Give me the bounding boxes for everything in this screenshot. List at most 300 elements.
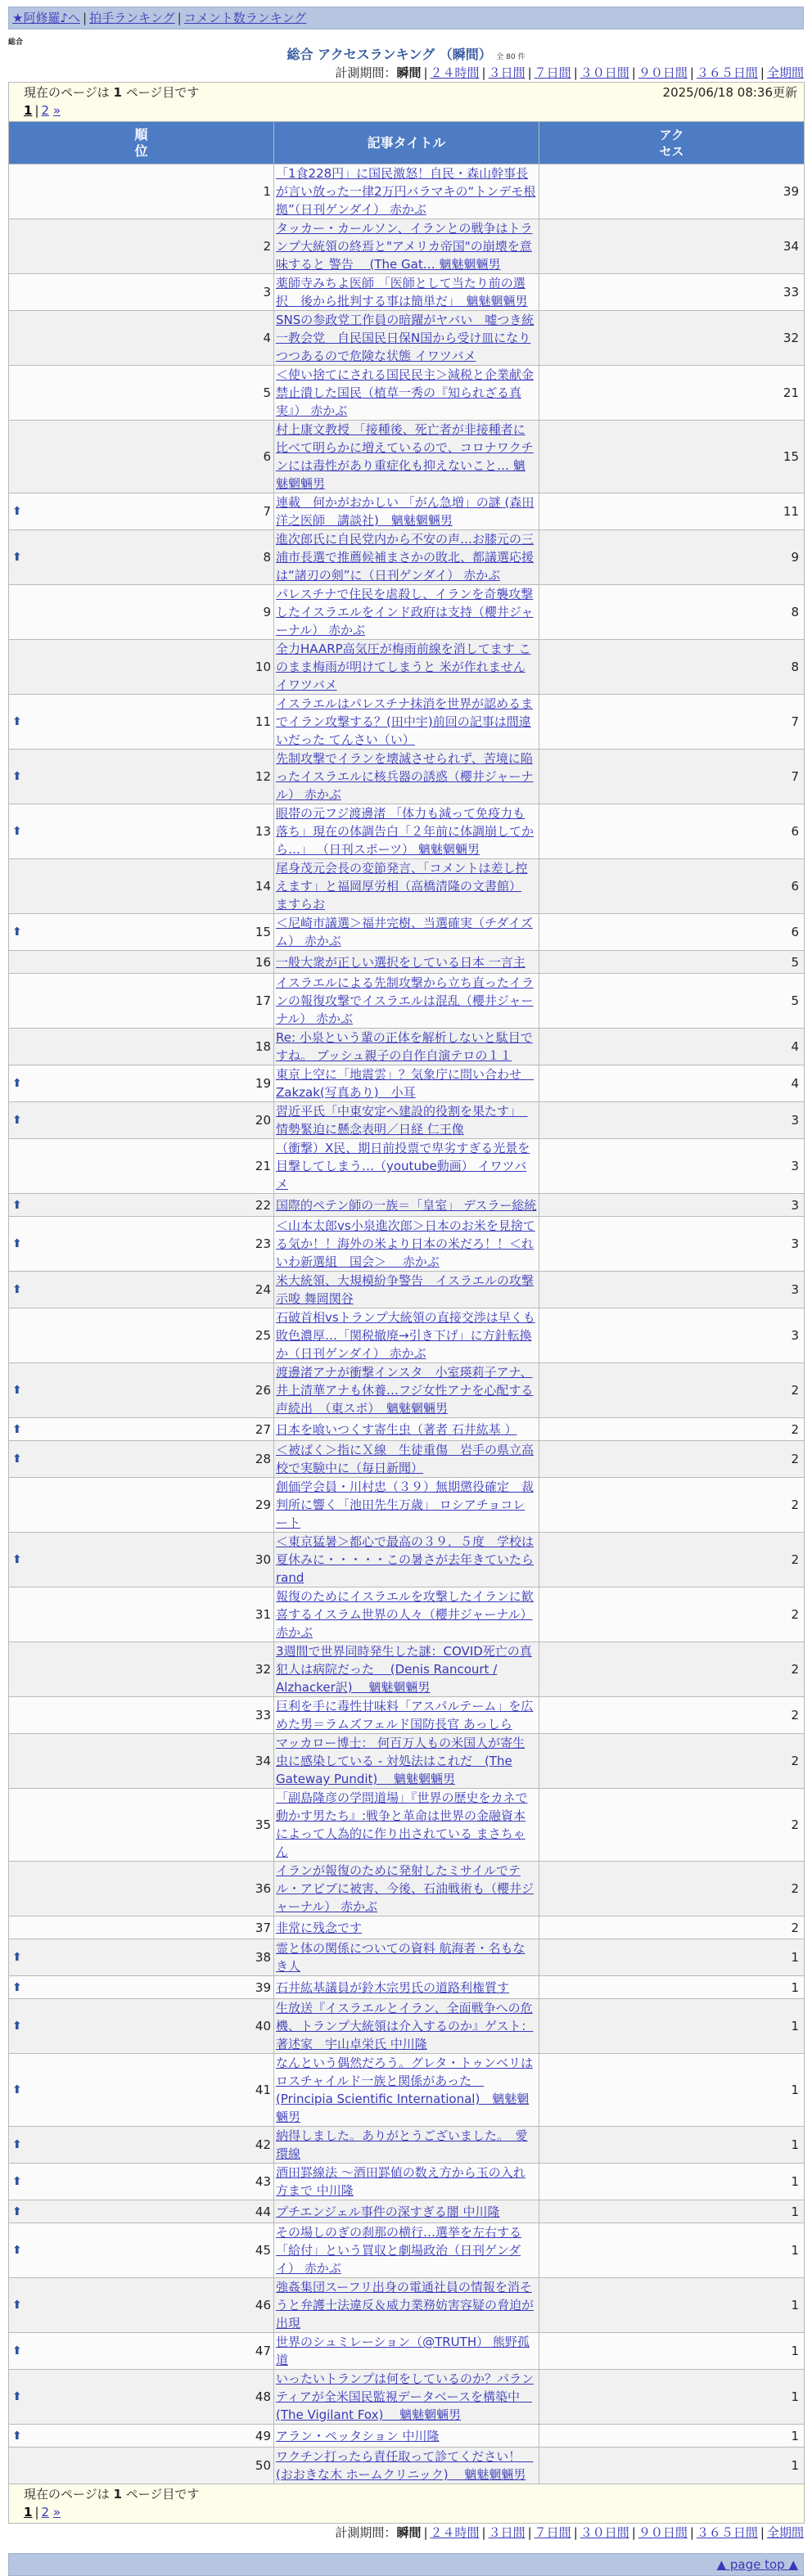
title-cell [274, 493, 539, 530]
info-bar-bottom [9, 2484, 805, 2524]
period-link-6[interactable]: ３６５日間 [696, 65, 758, 80]
article-link[interactable]: 納得しました。ありがとうございました。 愛環線 [276, 2128, 528, 2161]
title-cell [274, 1308, 539, 1363]
access-count: 39 [539, 164, 805, 219]
rank-number: 47 [255, 2344, 271, 2358]
rank-cell [9, 585, 274, 640]
rank-number: 48 [255, 2389, 271, 2404]
rank-cell [9, 974, 274, 1029]
article-link[interactable]: 非常に残念です [276, 1920, 363, 1935]
article-link[interactable]: 米大統領、大規模紛争警告 イスラエルの攻撃示唆 舞岡関谷 [276, 1273, 534, 1306]
rank-number: 30 [255, 1552, 271, 1567]
table-row [9, 2164, 805, 2200]
info-bar-top [9, 83, 805, 122]
rank-cell [9, 2200, 274, 2223]
period-label: 計測期間： [335, 65, 397, 80]
title-cell [274, 1789, 539, 1862]
rank-up-arrow-icon: ⬆ [12, 2204, 22, 2218]
table-row [9, 2200, 805, 2223]
table-row [9, 1533, 805, 1587]
rank-up-arrow-icon: ⬆ [12, 1452, 22, 1466]
rank-cell [9, 640, 274, 695]
access-count: 6 [539, 914, 805, 951]
title-cell [274, 164, 539, 219]
title-cell [274, 1862, 539, 1916]
title-cell [274, 2425, 539, 2448]
article-link[interactable]: ＜尼崎市議選＞福井完樹、当選確実（チダイズム） 赤かぶ [276, 916, 533, 948]
page-status [24, 84, 199, 101]
article-link[interactable]: イスラエルはパレスチナ抹消を世界が認めるまでイラン攻撃する？(田中宇)前回の記事は間違いだった てんさい（い） [276, 696, 534, 747]
title-cell [274, 2200, 539, 2223]
article-link[interactable]: イスラエルによる先制攻撃から立ち直ったイランの報復攻撃でイスラエルは混乱（櫻井ジャーナル） 赤かぶ [276, 975, 534, 1026]
title-cell [274, 1734, 539, 1789]
rank-up-arrow-icon: ⬆ [12, 1237, 22, 1250]
title-cell [274, 1418, 539, 1441]
title-cell [274, 695, 539, 750]
table-row [9, 1029, 805, 1065]
article-link[interactable]: Re: 小泉という輩の正体を解析しないと駄目ですね。 ブッシュ親子の自作自演テロの１１ [276, 1030, 533, 1063]
period-link-3-bottom[interactable]: ７日間 [534, 2525, 571, 2540]
rank-up-arrow-icon: ⬆ [12, 825, 22, 838]
access-count: 5 [539, 974, 805, 1029]
access-count: 1 [539, 2200, 805, 2223]
access-count: 1 [539, 2448, 805, 2484]
title-cell [274, 421, 539, 493]
title-cell [274, 1441, 539, 1478]
access-count: 2 [539, 1533, 805, 1587]
page-status-num: 1 [113, 85, 122, 100]
table-row [9, 493, 805, 530]
rank-number: 50 [255, 2458, 271, 2473]
rank-number: 22 [255, 1197, 271, 1213]
article-link[interactable]: 全力HAARP高気圧が梅雨前線を消してます このまま梅雨が明けてしまうと 米が作れません イワツバメ [276, 642, 531, 692]
article-link[interactable]: 東京上空に「地震雲」？気象庁に問い合わせ Zakzak(写真あり) 小耳 [276, 1067, 535, 1100]
access-count: 3 [539, 1217, 805, 1272]
title-cell [274, 1272, 539, 1308]
rank-up-arrow-icon: ⬆ [12, 770, 22, 783]
rank-number: 31 [255, 1607, 271, 1622]
article-link[interactable]: 先制攻撃でイランを壊滅させられず、苦境に陥ったイスラエルに核兵器の誘惑（櫻井ジャーナル） 赤かぶ [276, 751, 534, 802]
rank-cell [9, 2127, 274, 2164]
rank-cell [9, 2054, 274, 2127]
title-cell [274, 219, 539, 274]
table-row [9, 695, 805, 750]
table-row [9, 1734, 805, 1789]
access-count: 2 [539, 1587, 805, 1642]
pager-page-2[interactable]: 2 [41, 103, 50, 118]
rank-number: 4 [263, 331, 271, 345]
rank-up-arrow-icon: ⬆ [12, 1077, 22, 1090]
rank-number: 9 [263, 605, 271, 619]
table-row [9, 1999, 805, 2054]
comment-ranking-link[interactable]: コメント数ランキング [183, 11, 307, 25]
rank-number: 19 [255, 1076, 271, 1091]
rank-cell [9, 804, 274, 859]
title-cell [274, 1916, 539, 1939]
rank-cell [9, 164, 274, 219]
rank-up-arrow-icon: ⬆ [12, 551, 22, 564]
rank-up-arrow-icon: ⬆ [12, 1422, 22, 1436]
access-count: 3 [539, 1194, 805, 1217]
rank-cell [9, 695, 274, 750]
article-link[interactable]: 「1食228円」に国民激怒！自民・森山幹事長が言い放った一律2万円バラマキの“トンデモ根拠”（日刊ゲンダイ） 赤かぶ [276, 166, 536, 217]
table-row [9, 585, 805, 640]
table-row [9, 1194, 805, 1217]
access-count: 7 [539, 695, 805, 750]
page-status-suffix: ページ目です [125, 85, 200, 100]
home-link[interactable]: ★阿修羅♪へ [12, 11, 81, 25]
period-link-2[interactable]: ３日間 [488, 65, 526, 80]
rank-cell [9, 1734, 274, 1789]
rank-cell [9, 366, 274, 421]
rank-number: 38 [255, 1950, 271, 1965]
access-count: 4 [539, 1029, 805, 1065]
page-status-bottom: 現在のページは 1 ページ目です [24, 2487, 200, 2502]
article-link[interactable]: ＜被ばく＞指にＸ線 生徒重傷 岩手の県立高校で実験中に（毎日新聞） [276, 1443, 535, 1475]
article-link[interactable]: パレスチナで住民を虐殺し、イランを奇襲攻撃したイスラエルをインド政府は支持（櫻井ジャーナル） 赤かぶ [276, 587, 534, 637]
period-current-bottom: 瞬間 [396, 2525, 422, 2540]
rank-up-arrow-icon: ⬆ [12, 715, 22, 728]
title-cell [274, 974, 539, 1029]
rank-number: 49 [255, 2428, 271, 2443]
table-row [9, 951, 805, 974]
table-row [9, 1308, 805, 1363]
table-row [9, 750, 805, 804]
title-cell [274, 585, 539, 640]
article-link[interactable]: 眼帯の元フジ渡邊渚 「体力も減って免疫力も落ち」現在の体調告白「２年前に体調崩してから…」 （日刊スポーツ） 魑魅魍魎男 [276, 806, 535, 857]
title-cell [274, 804, 539, 859]
table-row [9, 311, 805, 366]
title-cell [274, 1139, 539, 1194]
rank-number: 20 [255, 1113, 271, 1128]
table-row [9, 2127, 805, 2164]
rank-number: 40 [255, 2019, 271, 2033]
access-count: 6 [539, 804, 805, 859]
rank-cell [9, 1976, 274, 1999]
period-link-5-bottom[interactable]: ９０日間 [638, 2525, 688, 2540]
rank-column-header: 順 位 [9, 122, 274, 164]
rank-number: 16 [255, 954, 271, 970]
rank-number: 1 [263, 184, 271, 199]
article-link[interactable]: 「副島隆彦の学問道場」『世界の歴史をカネで動かす男たち』:戦争と革命は世界の金融資本によって人為的に作り出されている まさちゃん [276, 1790, 528, 1859]
rank-cell [9, 1418, 274, 1441]
title-cell [274, 1217, 539, 1272]
article-link[interactable]: 日本を喰いつくす寄生虫（著者 石井紘基 ） [276, 1421, 517, 1437]
rank-cell [9, 311, 274, 366]
article-link[interactable]: アラン・ペッタション 中川隆 [276, 2428, 440, 2443]
article-link[interactable]: なんという偶然だろう。グレタ・トゥンベリはロスチャイルド一族と関係があった (Principia Scientific International) 魑魅魍魎男 [276, 2056, 534, 2124]
rank-cell [9, 274, 274, 311]
access-count: 3 [539, 1308, 805, 1363]
article-link[interactable]: 強姦集団スーフリ出身の電通社員の情報を消そうと弁護士法違反＆威力業務妨害容疑の脅迫が出現 [276, 2280, 535, 2331]
article-link[interactable]: 習近平氏「中東安定へ建設的役割を果たす」 情勢緊迫に懸念表明／日経 仁王像 [276, 1104, 528, 1137]
rank-cell [9, 1217, 274, 1272]
rank-up-arrow-icon: ⬆ [12, 2344, 22, 2358]
article-link[interactable]: 世界のシュミレーション（@TRUTH） 熊野孤道 [276, 2335, 530, 2367]
rank-number: 2 [263, 239, 271, 254]
rank-up-arrow-icon: ⬆ [12, 1198, 22, 1212]
rank-number: 13 [255, 824, 271, 839]
access-count: 3 [539, 1102, 805, 1139]
page-title [8, 46, 804, 64]
period-link-3[interactable]: ７日間 [534, 65, 571, 80]
rank-number: 7 [263, 504, 271, 519]
rank-number: 8 [263, 550, 271, 565]
rank-cell [9, 2370, 274, 2425]
access-count: 9 [539, 530, 805, 585]
access-count: 2 [539, 1916, 805, 1939]
period-link-4-bottom[interactable]: ３０日間 [580, 2525, 629, 2540]
period-link-6-bottom[interactable]: ３６５日間 [696, 2525, 758, 2540]
article-link[interactable]: 報復のためにイスラエルを攻撃したイランに歓喜するイスラム世界の人々（櫻井ジャーナル） 赤かぶ [276, 1589, 534, 1640]
title-cell [274, 366, 539, 421]
rank-number: 36 [255, 1881, 271, 1896]
access-count: 5 [539, 951, 805, 974]
table-row [9, 164, 805, 219]
table-row [9, 1478, 805, 1533]
rank-cell [9, 1102, 274, 1139]
article-link[interactable]: 石井紘基議員が鈴木宗男氏の道路利権質す [276, 1979, 510, 1995]
rank-number: 35 [255, 1817, 271, 1832]
rank-cell [9, 1065, 274, 1102]
rank-number: 15 [255, 925, 271, 939]
article-link[interactable]: 酒田罫線法 ～酒田罫値の数え方から玉の入れ方まで 中川隆 [276, 2165, 526, 2198]
access-count: 3 [539, 1272, 805, 1308]
article-link[interactable]: 巨利を手に毒性甘味料「アスパルテーム」を広めた男＝ラムズフェルド国防長官 あっしら [276, 1699, 534, 1732]
access-count: 2 [539, 1789, 805, 1862]
article-link[interactable]: 渡邊渚アナが衝撃インスタ 小室瑛莉子アナ、井上清華アナも休養…フジ女性アナを心配する声続出 （東スポ） 魑魅魍魎男 [276, 1365, 534, 1416]
access-count: 2 [539, 1478, 805, 1533]
access-count: 1 [539, 1976, 805, 1999]
rank-cell [9, 2278, 274, 2333]
title-cell [274, 1976, 539, 1999]
table-row [9, 2425, 805, 2448]
rank-cell [9, 1862, 274, 1916]
access-column-header: アク セス [539, 122, 805, 164]
title-cell [274, 2127, 539, 2164]
rank-number: 3 [263, 285, 271, 299]
rank-cell [9, 1999, 274, 2054]
pager-page-2-bottom[interactable]: 2 [41, 2505, 50, 2520]
rank-number: 11 [255, 714, 271, 729]
rank-cell [9, 2223, 274, 2278]
table-row [9, 1916, 805, 1939]
article-link[interactable]: 生放送『イスラエルとイラン、全面戦争への危機、トランプ大統領は介入するのか』ゲスト：著述家 宇山卓栄氏 中川隆 [276, 2001, 534, 2051]
table-row [9, 2370, 805, 2425]
access-count: 2 [539, 1862, 805, 1916]
updated-time: 2025/06/18 08:36更新 [662, 85, 797, 100]
article-link[interactable]: 薬師寺みちよ医師 「医師として当たり前の選択 後から批判する事は簡単だ」 魑魅魍魎男 [276, 276, 528, 308]
access-count: 1 [539, 2054, 805, 2127]
period-link-5[interactable]: ９０日間 [638, 65, 688, 80]
table-row [9, 1139, 805, 1194]
table-row [9, 1272, 805, 1308]
period-link-7-bottom[interactable]: 全期間 [766, 2525, 804, 2540]
table-row [9, 366, 805, 421]
page-top-link[interactable]: ▲ page top ▲ [716, 2557, 798, 2572]
article-link[interactable]: いったいトランプは何をしているのか？パランティアが全米国民監視データベースを構築中 (The Vigilant Fox) 魑魅魍魎男 [276, 2371, 535, 2422]
page-status-prefix: 現在のページは [24, 85, 110, 100]
access-count: 1 [539, 2127, 805, 2164]
rank-number: 6 [263, 449, 271, 464]
rank-up-arrow-icon: ⬆ [12, 2175, 22, 2188]
table-row [9, 1418, 805, 1441]
access-count: 34 [539, 219, 805, 274]
rank-cell [9, 1272, 274, 1308]
rank-number: 29 [255, 1497, 271, 1512]
item-count: 全 80 件 [496, 53, 526, 61]
pager-next[interactable]: » [52, 103, 61, 118]
top-nav: ★阿修羅♪へ | 拍手ランキング | コメント数ランキング [8, 7, 804, 29]
title-cell [274, 1102, 539, 1139]
period-selector-bottom: 計測期間：瞬間 | ２４時間 | ３日間 | ７日間 | ３０日間 | ９０日間 | ３６５日間 | 全期間 [335, 2525, 804, 2540]
table-row [9, 2278, 805, 2333]
title-cell [274, 914, 539, 951]
rank-up-arrow-icon: ⬆ [12, 1553, 22, 1566]
period-selector-top: 計測期間：瞬間 | ２４時間 | ３日間 | ７日間 | ３０日間 | ９０日間 | ３６５日間 | 全期間 [335, 65, 804, 80]
rank-up-arrow-icon: ⬆ [12, 1114, 22, 1127]
title-cell [274, 274, 539, 311]
article-link[interactable]: SNSの参政党工作員の暗躍がヤバい 嘘つき統一教会党 自民国民日保N国から受け皿になりつつあるので危険な状態 イワツバメ [276, 313, 535, 363]
table-row [9, 914, 805, 951]
access-count: 4 [539, 1065, 805, 1102]
ranking-table [8, 82, 805, 2524]
period-current: 瞬間 [396, 65, 422, 80]
period-link-1[interactable]: ２４時間 [430, 65, 480, 80]
rank-number: 28 [255, 1452, 271, 1466]
rank-number: 32 [255, 1662, 271, 1677]
title-cell [274, 1999, 539, 2054]
period-link-1-bottom[interactable]: ２４時間 [430, 2525, 480, 2540]
table-row [9, 1697, 805, 1734]
period-link-7[interactable]: 全期間 [766, 65, 804, 80]
rank-cell [9, 2448, 274, 2484]
access-count: 1 [539, 2223, 805, 2278]
rank-number: 37 [255, 1920, 271, 1935]
article-link[interactable]: 一般大衆が正しい選択をしている日本 一言主 [276, 954, 526, 970]
rank-number: 43 [255, 2174, 271, 2189]
article-link[interactable]: マッカロー博士： 何百万人もの米国人が寄生虫に感染している - 対処法はこれだ (The Gateway Pundit) 魑魅魍魎男 [276, 1736, 526, 1786]
title-cell [274, 640, 539, 695]
rank-number: 12 [255, 769, 271, 784]
title-cell [274, 1363, 539, 1418]
article-link[interactable]: その場しのぎの刹那の横行…選挙を左右する「給付」という買収と劇場政治（日刊ゲンダイ） 赤かぶ [276, 2225, 522, 2276]
rank-cell [9, 750, 274, 804]
article-link[interactable]: 進次郎氏に自民党内から不安の声…お膝元の三浦市長選で推薦候補まさかの敗北、都議選応援は“諸刃の剣”に（日刊ゲンダイ） 赤かぶ [276, 532, 535, 583]
article-link[interactable]: （衝撃）X民、期日前投票で卑劣すぎる光景を目撃してしまう…（youtube動画） イワツバメ [276, 1141, 530, 1191]
title-cell [274, 1587, 539, 1642]
table-row [9, 1862, 805, 1916]
title-cell [274, 2223, 539, 2278]
rank-cell [9, 1363, 274, 1418]
table-header [9, 122, 805, 164]
article-link[interactable]: プチエンジェル事件の深すぎる闇 中川隆 [276, 2204, 500, 2219]
rank-number: 39 [255, 1979, 271, 1995]
rank-up-arrow-icon: ⬆ [12, 925, 22, 939]
article-link[interactable]: 尾身茂元会長の変節発言、「コメントは差し控えます」と福岡厚労相（高橋清隆の文書館） ますらお [276, 861, 528, 912]
rank-up-arrow-icon: ⬆ [12, 2390, 22, 2403]
rank-cell [9, 493, 274, 530]
rank-number: 23 [255, 1236, 271, 1251]
rank-cell [9, 951, 274, 974]
rank-number: 27 [255, 1421, 271, 1437]
rank-number: 44 [255, 2204, 271, 2219]
article-link[interactable]: ＜使い捨てにされる国民民主＞減税と企業献金禁止潰した国民（植草一秀の『知られざる真実』） 赤かぶ [276, 367, 535, 418]
table-row [9, 859, 805, 914]
rank-number: 14 [255, 879, 271, 894]
access-count: 7 [539, 750, 805, 804]
title-cell [274, 2278, 539, 2333]
rank-up-arrow-icon: ⬆ [12, 2020, 22, 2033]
rank-up-arrow-icon: ⬆ [12, 2138, 22, 2151]
access-count: 32 [539, 311, 805, 366]
rank-number: 18 [255, 1039, 271, 1054]
access-count: 3 [539, 1139, 805, 1194]
article-link[interactable]: 創価学会員・川村忠（３９）無期懲役確定 裁判所に響く「池田先生万歳」 ロシアチョコレート [276, 1479, 535, 1530]
rank-up-arrow-icon: ⬆ [12, 2083, 22, 2096]
rank-number: 17 [255, 993, 271, 1008]
article-link[interactable]: 村上康文教授 「接種後、死亡者が非接種者に比べて明らかに増えているので、コロナワクチンには毒性があり重症化も抑えないこと… 魑魅魍魎男 [276, 422, 534, 491]
rank-cell [9, 421, 274, 493]
rank-cell [9, 1308, 274, 1363]
rank-cell [9, 1587, 274, 1642]
rank-cell [9, 1441, 274, 1478]
title-cell [274, 2054, 539, 2127]
table-row [9, 640, 805, 695]
title-cell [274, 750, 539, 804]
rank-cell [9, 859, 274, 914]
rank-up-arrow-icon: ⬆ [12, 1980, 22, 1994]
title-cell [274, 1065, 539, 1102]
title-cell [274, 530, 539, 585]
article-link[interactable]: 連載 何かがおかしい 「がん急増」の謎 (森田洋之医師 講談社) 魑魅魍魎男 [276, 495, 535, 528]
rank-number: 5 [263, 385, 271, 400]
footer-nav [8, 2553, 804, 2576]
table-row [9, 1642, 805, 1697]
period-link-4[interactable]: ３０日間 [580, 65, 629, 80]
title-cell [274, 1194, 539, 1217]
article-link[interactable]: 3週間で世界同時発生した謎：COVID死亡の真犯人は病院だった (Denis Rancourt / Alzhacker訳) 魑魅魍魎男 [276, 1644, 532, 1695]
access-count: 6 [539, 859, 805, 914]
rank-up-arrow-icon: ⬆ [12, 2429, 22, 2443]
rank-number: 34 [255, 1754, 271, 1768]
article-link[interactable]: イランが報復のために発射したミサイルでテル・アビブに被害、今後、石油戦術も（櫻井ジャーナル） 赤かぶ [276, 1863, 535, 1914]
pager-next-bottom[interactable]: » [52, 2505, 61, 2520]
article-link[interactable]: タッカー・カールソン、イランとの戦争はトランプ大統領の終焉と"アメリカ帝国"の崩壊を意味すると 警告 (The Gat… 魑魅魍魎男 [276, 221, 533, 272]
article-link[interactable]: 石破首相vsトランプ大統領の直接交渉は早くも敗色濃厚…「関税撤廃→引き下げ」に方針転換か（日刊ゲンダイ） 赤かぶ [276, 1310, 535, 1361]
article-link[interactable]: 霊と体の関係についての資料 航海者・名もなき人 [276, 1941, 526, 1974]
article-link[interactable]: ＜山本太郎vs小泉進次郎＞日本のお米を見捨てる気か！！海外の米より日本の米だろ！！＜れいわ新選組 国会＞ 赤かぶ [276, 1218, 535, 1269]
rank-up-arrow-icon: ⬆ [12, 505, 22, 518]
clap-ranking-link[interactable]: 拍手ランキング [89, 11, 175, 25]
rank-cell [9, 1029, 274, 1065]
access-count: 2 [539, 1697, 805, 1734]
period-link-2-bottom[interactable]: ３日間 [488, 2525, 526, 2540]
rank-number: 26 [255, 1383, 271, 1398]
title-cell [274, 1533, 539, 1587]
access-count: 1 [539, 2333, 805, 2370]
rank-number: 25 [255, 1328, 271, 1343]
category-label: 総合 [8, 38, 24, 47]
access-count: 1 [539, 1999, 805, 2054]
rank-number: 46 [255, 2298, 271, 2313]
rank-cell [9, 2164, 274, 2200]
title-cell [274, 859, 539, 914]
access-count: 2 [539, 1734, 805, 1789]
article-link[interactable]: ワクチン打ったら責任取って診てください！ (おおきな木 ホームクリニック) 魑魅魍魎男 [276, 2449, 534, 2482]
article-link[interactable]: ＜東京猛暑＞都心で最高の３９．５度 学校は夏休みに・・・・・この暑さが去年きていたら rand [276, 1534, 535, 1585]
article-link[interactable]: 国際的ペテン師の一族＝「皇室」 デスラー総統 [276, 1197, 537, 1213]
